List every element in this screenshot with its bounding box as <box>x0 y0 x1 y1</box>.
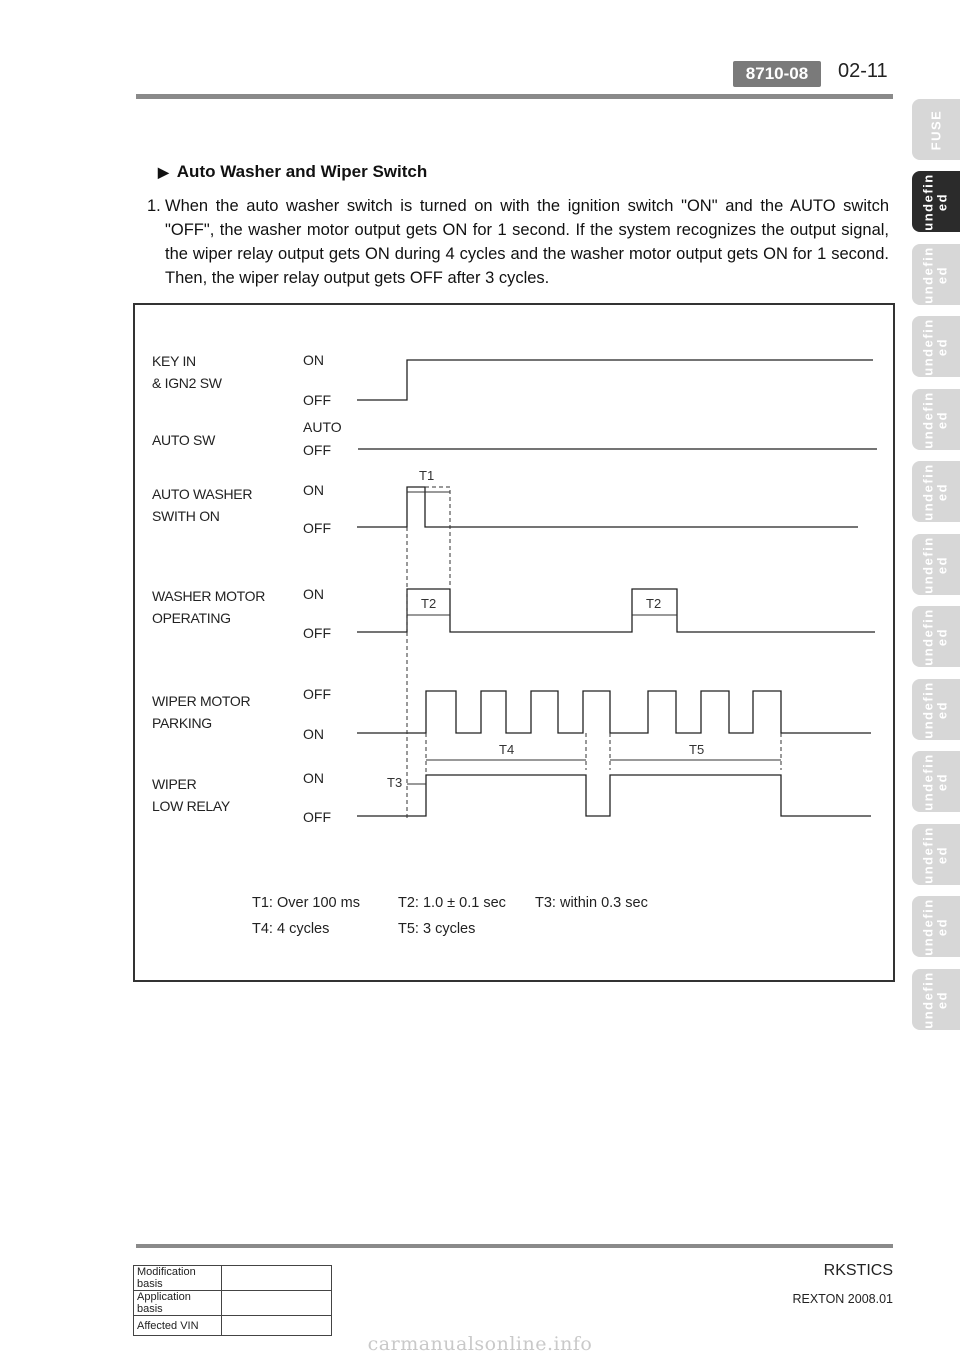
table-key: Affected VIN <box>134 1316 222 1336</box>
state-off: OFF <box>303 686 331 702</box>
description-paragraph <box>147 194 889 290</box>
state-on: ON <box>303 352 324 368</box>
header-rule <box>136 94 893 99</box>
model-info: REXTON 2008.01 <box>792 1292 893 1306</box>
brand-name: RKSTICS <box>823 1262 893 1279</box>
state-off: OFF <box>303 392 331 408</box>
state-auto: AUTO <box>303 419 342 435</box>
tab-item[interactable]: undefin ed <box>912 389 960 450</box>
signal-label-auto-washer: AUTO WASHER SWITH ON <box>152 486 253 524</box>
table-key: Modification basis <box>134 1266 222 1291</box>
section-heading <box>158 162 427 182</box>
mark-t5: T5 <box>689 742 705 757</box>
signal-label-auto-sw: AUTO SW <box>152 432 215 448</box>
tab-item[interactable]: undefin ed <box>912 316 960 377</box>
mark-t1: T1 <box>419 468 435 483</box>
tab-item[interactable]: undefin ed <box>912 461 960 522</box>
tab-item[interactable]: undefin ed <box>912 606 960 667</box>
state-off: OFF <box>303 520 331 536</box>
note-t1: T1: Over 100 ms <box>252 895 360 911</box>
table-row <box>134 1266 332 1291</box>
timing-diagram <box>133 303 895 982</box>
waveform-auto-washer <box>357 487 858 527</box>
note-t5: T5: 3 cycles <box>398 921 476 937</box>
triangle-marker-icon: ▶ <box>158 163 169 180</box>
mark-t2b: T2 <box>646 596 662 611</box>
state-on: ON <box>303 586 324 602</box>
signal-label-washer-motor: WASHER MOTOR OPERATING <box>152 588 266 626</box>
signal-label-key-in: KEY IN & IGN2 SW <box>152 353 222 391</box>
mark-t2a: T2 <box>421 596 437 611</box>
mark-t4: T4 <box>499 742 515 757</box>
state-off: OFF <box>303 442 331 458</box>
waveform-wiper-parking <box>357 691 871 733</box>
section-title: Auto Washer and Wiper Switch <box>176 162 428 181</box>
signal-label-wiper-low: WIPER LOW RELAY <box>152 776 230 814</box>
tab-item[interactable]: undefin ed <box>912 896 960 957</box>
state-off: OFF <box>303 625 331 641</box>
site-watermark: carmanualsonline.info <box>367 1333 593 1355</box>
list-number: 1. <box>147 197 161 215</box>
guide-t1-box <box>425 487 450 585</box>
state-on: ON <box>303 770 324 786</box>
note-t3: T3: within 0.3 sec <box>535 895 648 911</box>
document-code-badge: 8710-08 <box>733 61 821 87</box>
footer-rule <box>136 1244 893 1248</box>
waveform-key-in <box>357 360 873 400</box>
tab-item[interactable]: undefin ed <box>912 969 960 1030</box>
tab-item[interactable]: undefin ed <box>912 751 960 812</box>
tab-item[interactable]: undefin ed <box>912 534 960 595</box>
note-t4: T4: 4 cycles <box>252 921 330 937</box>
tab-fuse[interactable]: FUSE <box>912 99 960 160</box>
waveform-wiper-low <box>357 775 871 816</box>
state-on: ON <box>303 726 324 742</box>
tab-current[interactable]: undefin ed <box>912 171 960 232</box>
paragraph-text: When the auto washer switch is turned on with the ignition switch "ON" and the AUTO switch "OFF", the washer motor output gets ON for 1 second. If the system recognizes the output signal, the wiper relay output gets ON during 4 cycles and the washer motor output gets ON for 1 second. Then, the wiper relay output gets OFF after 3 cycles. <box>165 197 889 287</box>
table-key: Application basis <box>134 1291 222 1316</box>
table-row <box>134 1291 332 1316</box>
tab-item[interactable]: undefin ed <box>912 244 960 305</box>
mark-t3: T3 <box>387 775 403 790</box>
note-t2: T2: 1.0 ± 0.1 sec <box>398 895 506 911</box>
state-on: ON <box>303 482 324 498</box>
timing-waveforms <box>135 305 893 980</box>
signal-label-wiper-parking: WIPER MOTOR PARKING <box>152 693 251 731</box>
tab-item[interactable]: undefin ed <box>912 824 960 885</box>
modification-table <box>133 1265 332 1336</box>
table-value <box>222 1291 332 1316</box>
page-number: 02-11 <box>838 60 888 82</box>
table-value <box>222 1266 332 1291</box>
state-off: OFF <box>303 809 331 825</box>
tab-item[interactable]: undefin ed <box>912 679 960 740</box>
